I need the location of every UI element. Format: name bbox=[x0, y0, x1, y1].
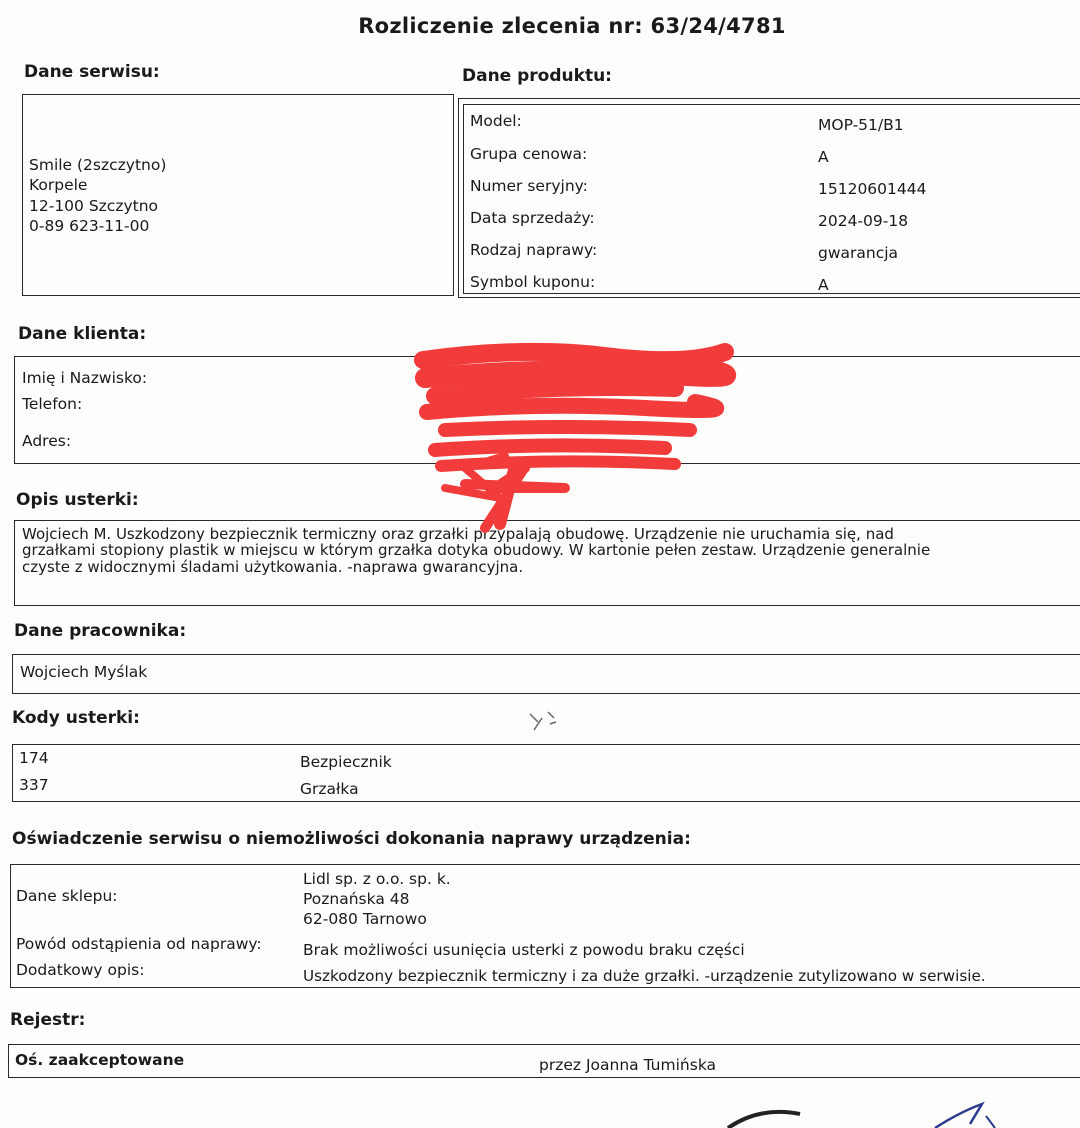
product-inner-frame bbox=[463, 104, 1080, 294]
product-label-repair-type: Rodzaj naprawy: bbox=[470, 241, 598, 259]
register-status: Oś. zaakceptowane bbox=[15, 1051, 185, 1069]
statement-heading: Oświadczenie serwisu o niemożliwości dokonania naprawy urządzenia: bbox=[12, 829, 691, 849]
employee-name: Wojciech Myślak bbox=[20, 663, 148, 681]
product-label-price-group: Grupa cenowa: bbox=[470, 145, 588, 163]
fault-line-1: Wojciech M. Uszkodzony bezpiecznik termiczny oraz grzałki przypalają obudowę. Urządzenie nie uruchamia się, nad bbox=[22, 525, 894, 543]
product-box bbox=[458, 98, 1080, 298]
statement-extra-value: Uszkodzony bezpiecznik termiczny i za duże grzałki. -urządzenie zutylizowano w serwisie. bbox=[303, 967, 986, 985]
document-title: Rozliczenie zlecenia nr: 63/24/4781 bbox=[358, 14, 786, 38]
fault-line-3: czyste z widocznymi śladami użytkowania. -naprawa gwarancyjna. bbox=[22, 558, 524, 576]
product-value-price-group: A bbox=[818, 148, 829, 166]
service-box bbox=[22, 94, 454, 296]
product-value-repair-type: gwarancja bbox=[818, 244, 899, 262]
statement-extra-label: Dodatkowy opis: bbox=[16, 961, 145, 979]
redaction-scribble bbox=[405, 338, 740, 538]
product-heading: Dane produktu: bbox=[462, 66, 612, 86]
client-label-name: Imię i Nazwisko: bbox=[22, 369, 148, 387]
product-label-sale-date: Data sprzedaży: bbox=[470, 209, 595, 227]
product-value-model: MOP-51/B1 bbox=[818, 116, 904, 134]
scan-speck bbox=[520, 708, 570, 742]
product-value-sale-date: 2024-09-18 bbox=[818, 212, 909, 230]
service-heading: Dane serwisu: bbox=[24, 62, 160, 82]
statement-store-line-3: 62-080 Tarnowo bbox=[303, 910, 427, 928]
product-value-coupon: A bbox=[818, 276, 829, 294]
stamp-signature-fragment bbox=[720, 1100, 1040, 1128]
code-row-1-name: Bezpiecznik bbox=[300, 753, 392, 771]
product-label-coupon: Symbol kuponu: bbox=[470, 273, 596, 291]
statement-reason-label: Powód odstąpienia od naprawy: bbox=[16, 935, 262, 953]
codes-box bbox=[12, 744, 1080, 802]
register-box bbox=[8, 1044, 1080, 1078]
service-line-name: Smile (2szczytno) bbox=[29, 156, 167, 174]
register-heading: Rejestr: bbox=[10, 1010, 86, 1030]
statement-box bbox=[10, 864, 1080, 988]
code-row-2-code: 337 bbox=[19, 776, 49, 794]
client-value-name-fragment: DA bbox=[429, 372, 452, 390]
codes-heading: Kody usterki: bbox=[12, 708, 140, 728]
statement-store-line-2: Poznańska 48 bbox=[303, 890, 410, 908]
statement-store-label: Dane sklepu: bbox=[16, 887, 118, 905]
client-value-phone-fragment: 7 bbox=[429, 399, 439, 417]
register-accepted-by: przez Joanna Tumińska bbox=[539, 1056, 717, 1074]
statement-reason-value: Brak możliwości usunięcia usterki z powodu braku części bbox=[303, 941, 745, 959]
product-label-model: Model: bbox=[470, 112, 522, 130]
product-value-serial: 15120601444 bbox=[818, 180, 927, 198]
client-heading: Dane klienta: bbox=[18, 324, 147, 344]
employee-heading: Dane pracownika: bbox=[14, 621, 187, 641]
service-line-city: 12-100 Szczytno bbox=[29, 197, 159, 215]
statement-store-line-1: Lidl sp. z o.o. sp. k. bbox=[303, 870, 451, 888]
code-row-2-name: Grzałka bbox=[300, 780, 359, 798]
code-row-1-code: 174 bbox=[19, 749, 49, 767]
product-label-serial: Numer seryjny: bbox=[470, 177, 588, 195]
employee-box bbox=[12, 654, 1080, 694]
fault-heading: Opis usterki: bbox=[16, 490, 139, 510]
client-label-phone: Telefon: bbox=[22, 395, 83, 413]
service-line-street: Korpele bbox=[29, 176, 88, 194]
fault-line-2: grzałkami stopiony plastik w miejscu w którym grzałka dotyka obudowy. W kartonie pełen zestaw. Urządzenie generalnie bbox=[22, 541, 931, 559]
client-label-address: Adres: bbox=[22, 432, 72, 450]
service-line-phone: 0-89 623-11-00 bbox=[29, 217, 150, 235]
